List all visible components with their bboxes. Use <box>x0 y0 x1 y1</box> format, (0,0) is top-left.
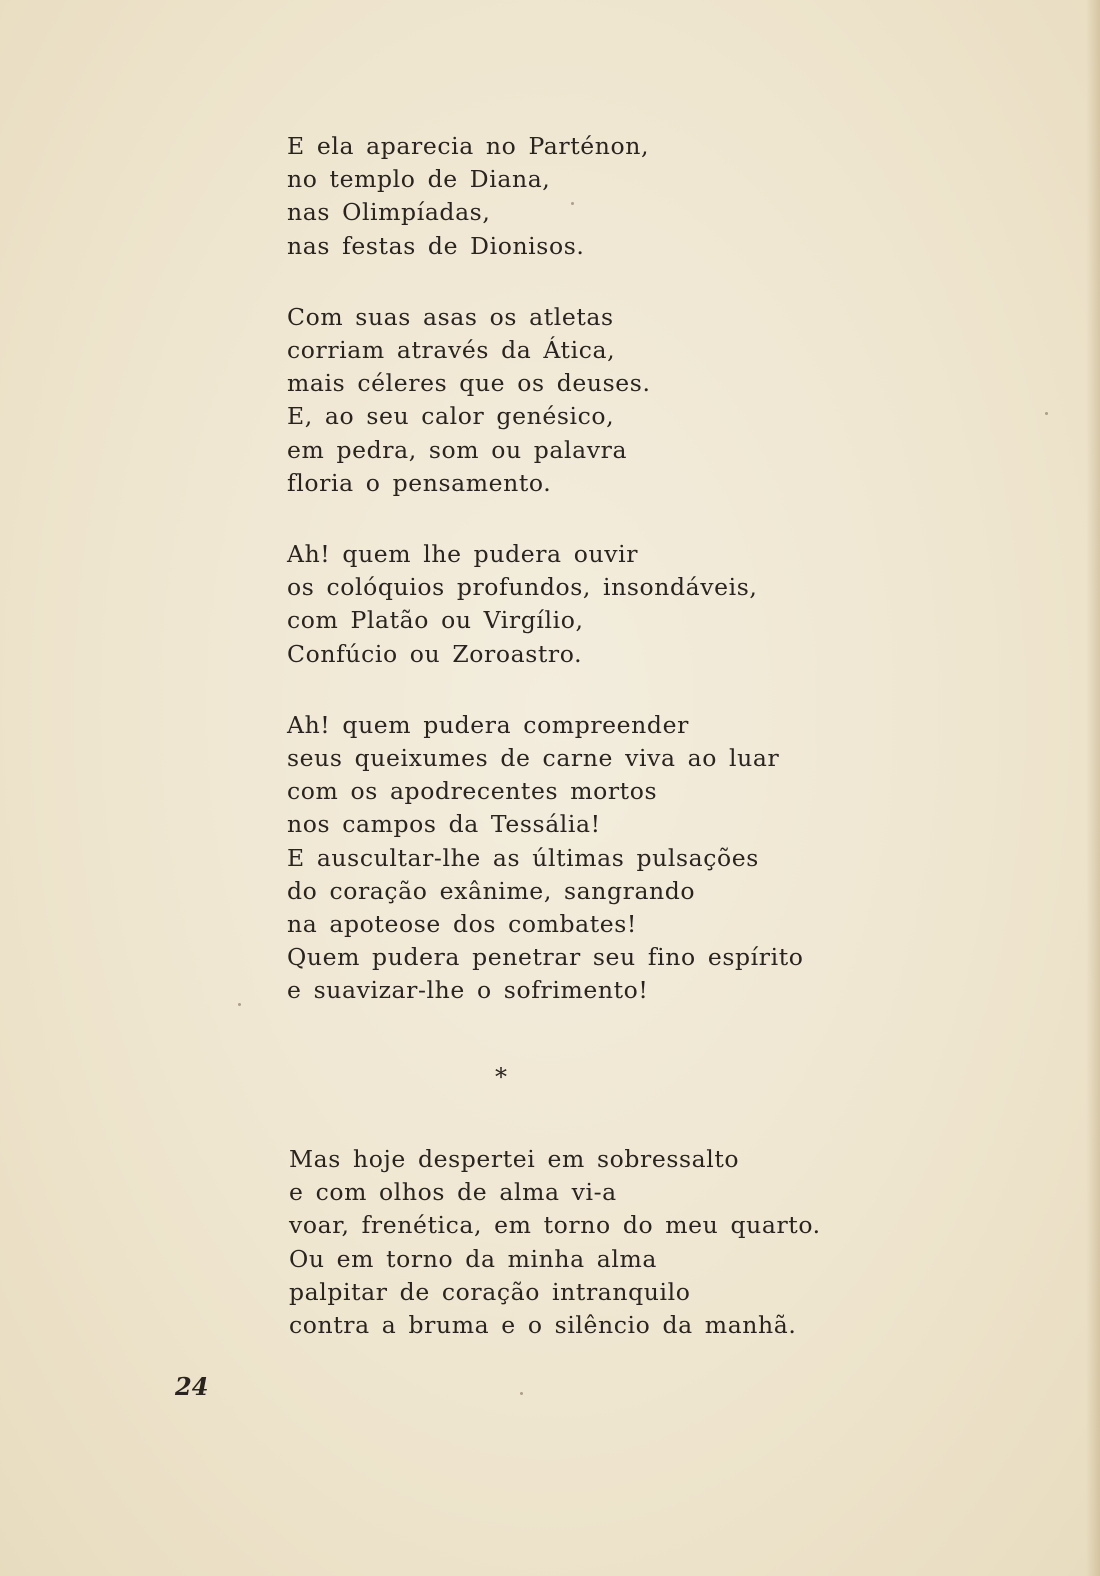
stanza-1 <box>287 130 1007 263</box>
paper-speck <box>571 202 574 205</box>
page-edge-shadow <box>1086 0 1100 1576</box>
poem-line: Mas hoje despertei em sobressalto <box>289 1145 740 1173</box>
poem-line: Ou em torno da minha alma <box>289 1244 658 1273</box>
page-number: 24 <box>175 1372 209 1401</box>
poem-line: nas festas de Dionisos. <box>287 231 585 260</box>
poem-line: voar, frenética, em torno do meu quarto. <box>289 1211 821 1240</box>
poem-line: floria o pensamento. <box>287 468 552 497</box>
poem-body <box>287 130 1007 1008</box>
stanza-3 <box>287 538 1007 671</box>
section-separator: * <box>495 1063 507 1091</box>
poem-line: e com olhos de alma vi-a <box>289 1178 617 1207</box>
poem-line: contra a bruma e o silêncio da manhã. <box>289 1311 797 1340</box>
poem-line: Com suas asas os atletas <box>287 302 614 331</box>
poem-line: Ah! quem pudera compreender <box>287 710 689 739</box>
poem-line: no templo de Diana, <box>287 165 551 194</box>
poem-line: e suavizar-lhe o sofrimento! <box>287 976 649 1005</box>
stanza-2 <box>287 301 1007 500</box>
stanza-4 <box>287 709 1007 1008</box>
poem-line: E auscultar-lhe as últimas pulsações <box>287 843 759 872</box>
poem-line: palpitar de coração intranquilo <box>289 1277 691 1306</box>
poem-line: nos campos da Tessália! <box>287 810 601 839</box>
poem-line: Ah! quem lhe pudera ouvir <box>287 540 639 569</box>
poem-line: E ela aparecia no Parténon, <box>287 132 650 160</box>
poem-line: E, ao seu calor genésico, <box>287 402 615 431</box>
poem-line: em pedra, som ou palavra <box>287 435 628 464</box>
poem-line: os colóquios profundos, insondáveis, <box>287 573 758 602</box>
poem-line: com os apodrecentes mortos <box>287 777 658 806</box>
paper-speck <box>520 1392 523 1395</box>
paper-speck <box>1045 412 1048 415</box>
poem-line: Confúcio ou Zoroastro. <box>287 639 583 668</box>
poem-line: nas Olimpíadas, <box>287 198 491 227</box>
closing-stanza <box>289 1143 1049 1342</box>
poem-line: mais céleres que os deuses. <box>287 369 651 398</box>
poem-line: com Platão ou Virgílio, <box>287 606 584 635</box>
poem-line: Quem pudera penetrar seu fino espírito <box>287 943 804 972</box>
poem-line: seus queixumes de carne viva ao luar <box>287 744 780 773</box>
poem-line: corriam através da Ática, <box>287 336 616 365</box>
poem-line: na apoteose dos combates! <box>287 910 637 939</box>
poem-line: do coração exânime, sangrando <box>287 876 696 905</box>
paper-speck <box>238 1003 241 1006</box>
